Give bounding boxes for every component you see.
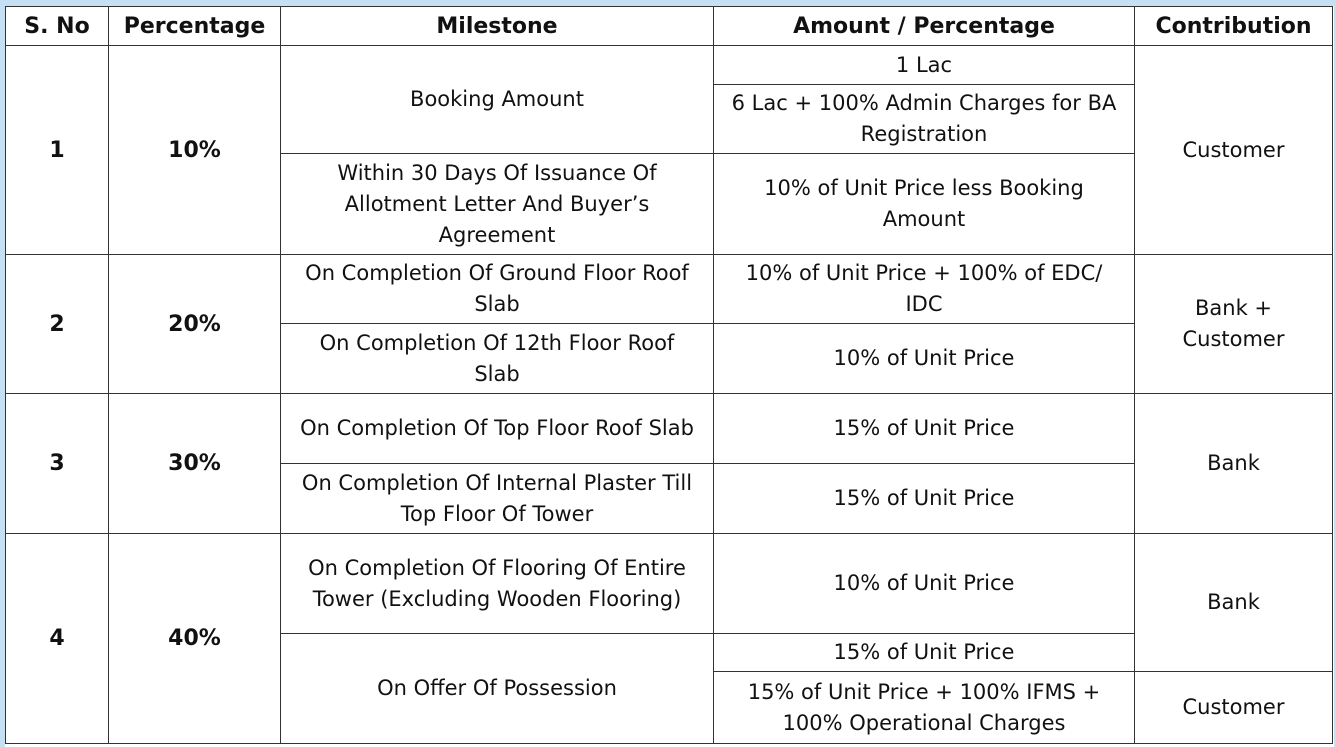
amount-cell: 15% of Unit Price + 100% IFMS + 100% Operational Charges bbox=[714, 672, 1135, 744]
amount-cell: 1 Lac bbox=[714, 46, 1135, 85]
sno-cell: 3 bbox=[6, 394, 109, 534]
milestone-cell: On Completion Of Internal Plaster Till Top Floor Of Tower bbox=[281, 464, 714, 534]
milestone-cell: Within 30 Days Of Issuance Of Allotment Letter And Buyer’s Agreement bbox=[281, 154, 714, 255]
amount-cell: 15% of Unit Price bbox=[714, 394, 1135, 464]
table-row bbox=[6, 255, 1333, 324]
amount-cell: 10% of Unit Price bbox=[714, 324, 1135, 394]
milestone-cell: On Completion Of Ground Floor Roof Slab bbox=[281, 255, 714, 324]
contribution-cell: Bank bbox=[1135, 394, 1333, 534]
table-row bbox=[6, 394, 1333, 464]
sno-cell: 4 bbox=[6, 534, 109, 744]
milestone-cell: On Completion Of Flooring Of Entire Tower (Excluding Wooden Flooring) bbox=[281, 534, 714, 634]
percentage-cell: 30% bbox=[109, 394, 281, 534]
table-row bbox=[6, 46, 1333, 85]
milestone-cell: Booking Amount bbox=[281, 46, 714, 154]
amount-cell: 10% of Unit Price bbox=[714, 534, 1135, 634]
amount-cell: 15% of Unit Price bbox=[714, 634, 1135, 672]
table-row bbox=[6, 534, 1333, 634]
header-milestone: Milestone bbox=[281, 7, 714, 46]
sno-cell: 1 bbox=[6, 46, 109, 255]
header-percentage: Percentage bbox=[109, 7, 281, 46]
amount-cell: 6 Lac + 100% Admin Charges for BA Registration bbox=[714, 85, 1135, 154]
amount-cell: 10% of Unit Price less Booking Amount bbox=[714, 154, 1135, 255]
contribution-cell: Customer bbox=[1135, 672, 1333, 744]
percentage-cell: 10% bbox=[109, 46, 281, 255]
percentage-cell: 40% bbox=[109, 534, 281, 744]
milestone-cell: On Completion Of 12th Floor Roof Slab bbox=[281, 324, 714, 394]
contribution-cell: Bank bbox=[1135, 534, 1333, 672]
contribution-cell: Bank + Customer bbox=[1135, 255, 1333, 394]
milestone-cell: On Completion Of Top Floor Roof Slab bbox=[281, 394, 714, 464]
header-sno: S. No bbox=[6, 7, 109, 46]
percentage-cell: 20% bbox=[109, 255, 281, 394]
header-contribution: Contribution bbox=[1135, 7, 1333, 46]
header-row bbox=[6, 7, 1333, 46]
contribution-cell: Customer bbox=[1135, 46, 1333, 255]
amount-cell: 15% of Unit Price bbox=[714, 464, 1135, 534]
milestone-cell: On Offer Of Possession bbox=[281, 634, 714, 744]
header-amount: Amount / Percentage bbox=[714, 7, 1135, 46]
sno-cell: 2 bbox=[6, 255, 109, 394]
amount-cell: 10% of Unit Price + 100% of EDC/ IDC bbox=[714, 255, 1135, 324]
payment-plan-table bbox=[5, 6, 1333, 744]
